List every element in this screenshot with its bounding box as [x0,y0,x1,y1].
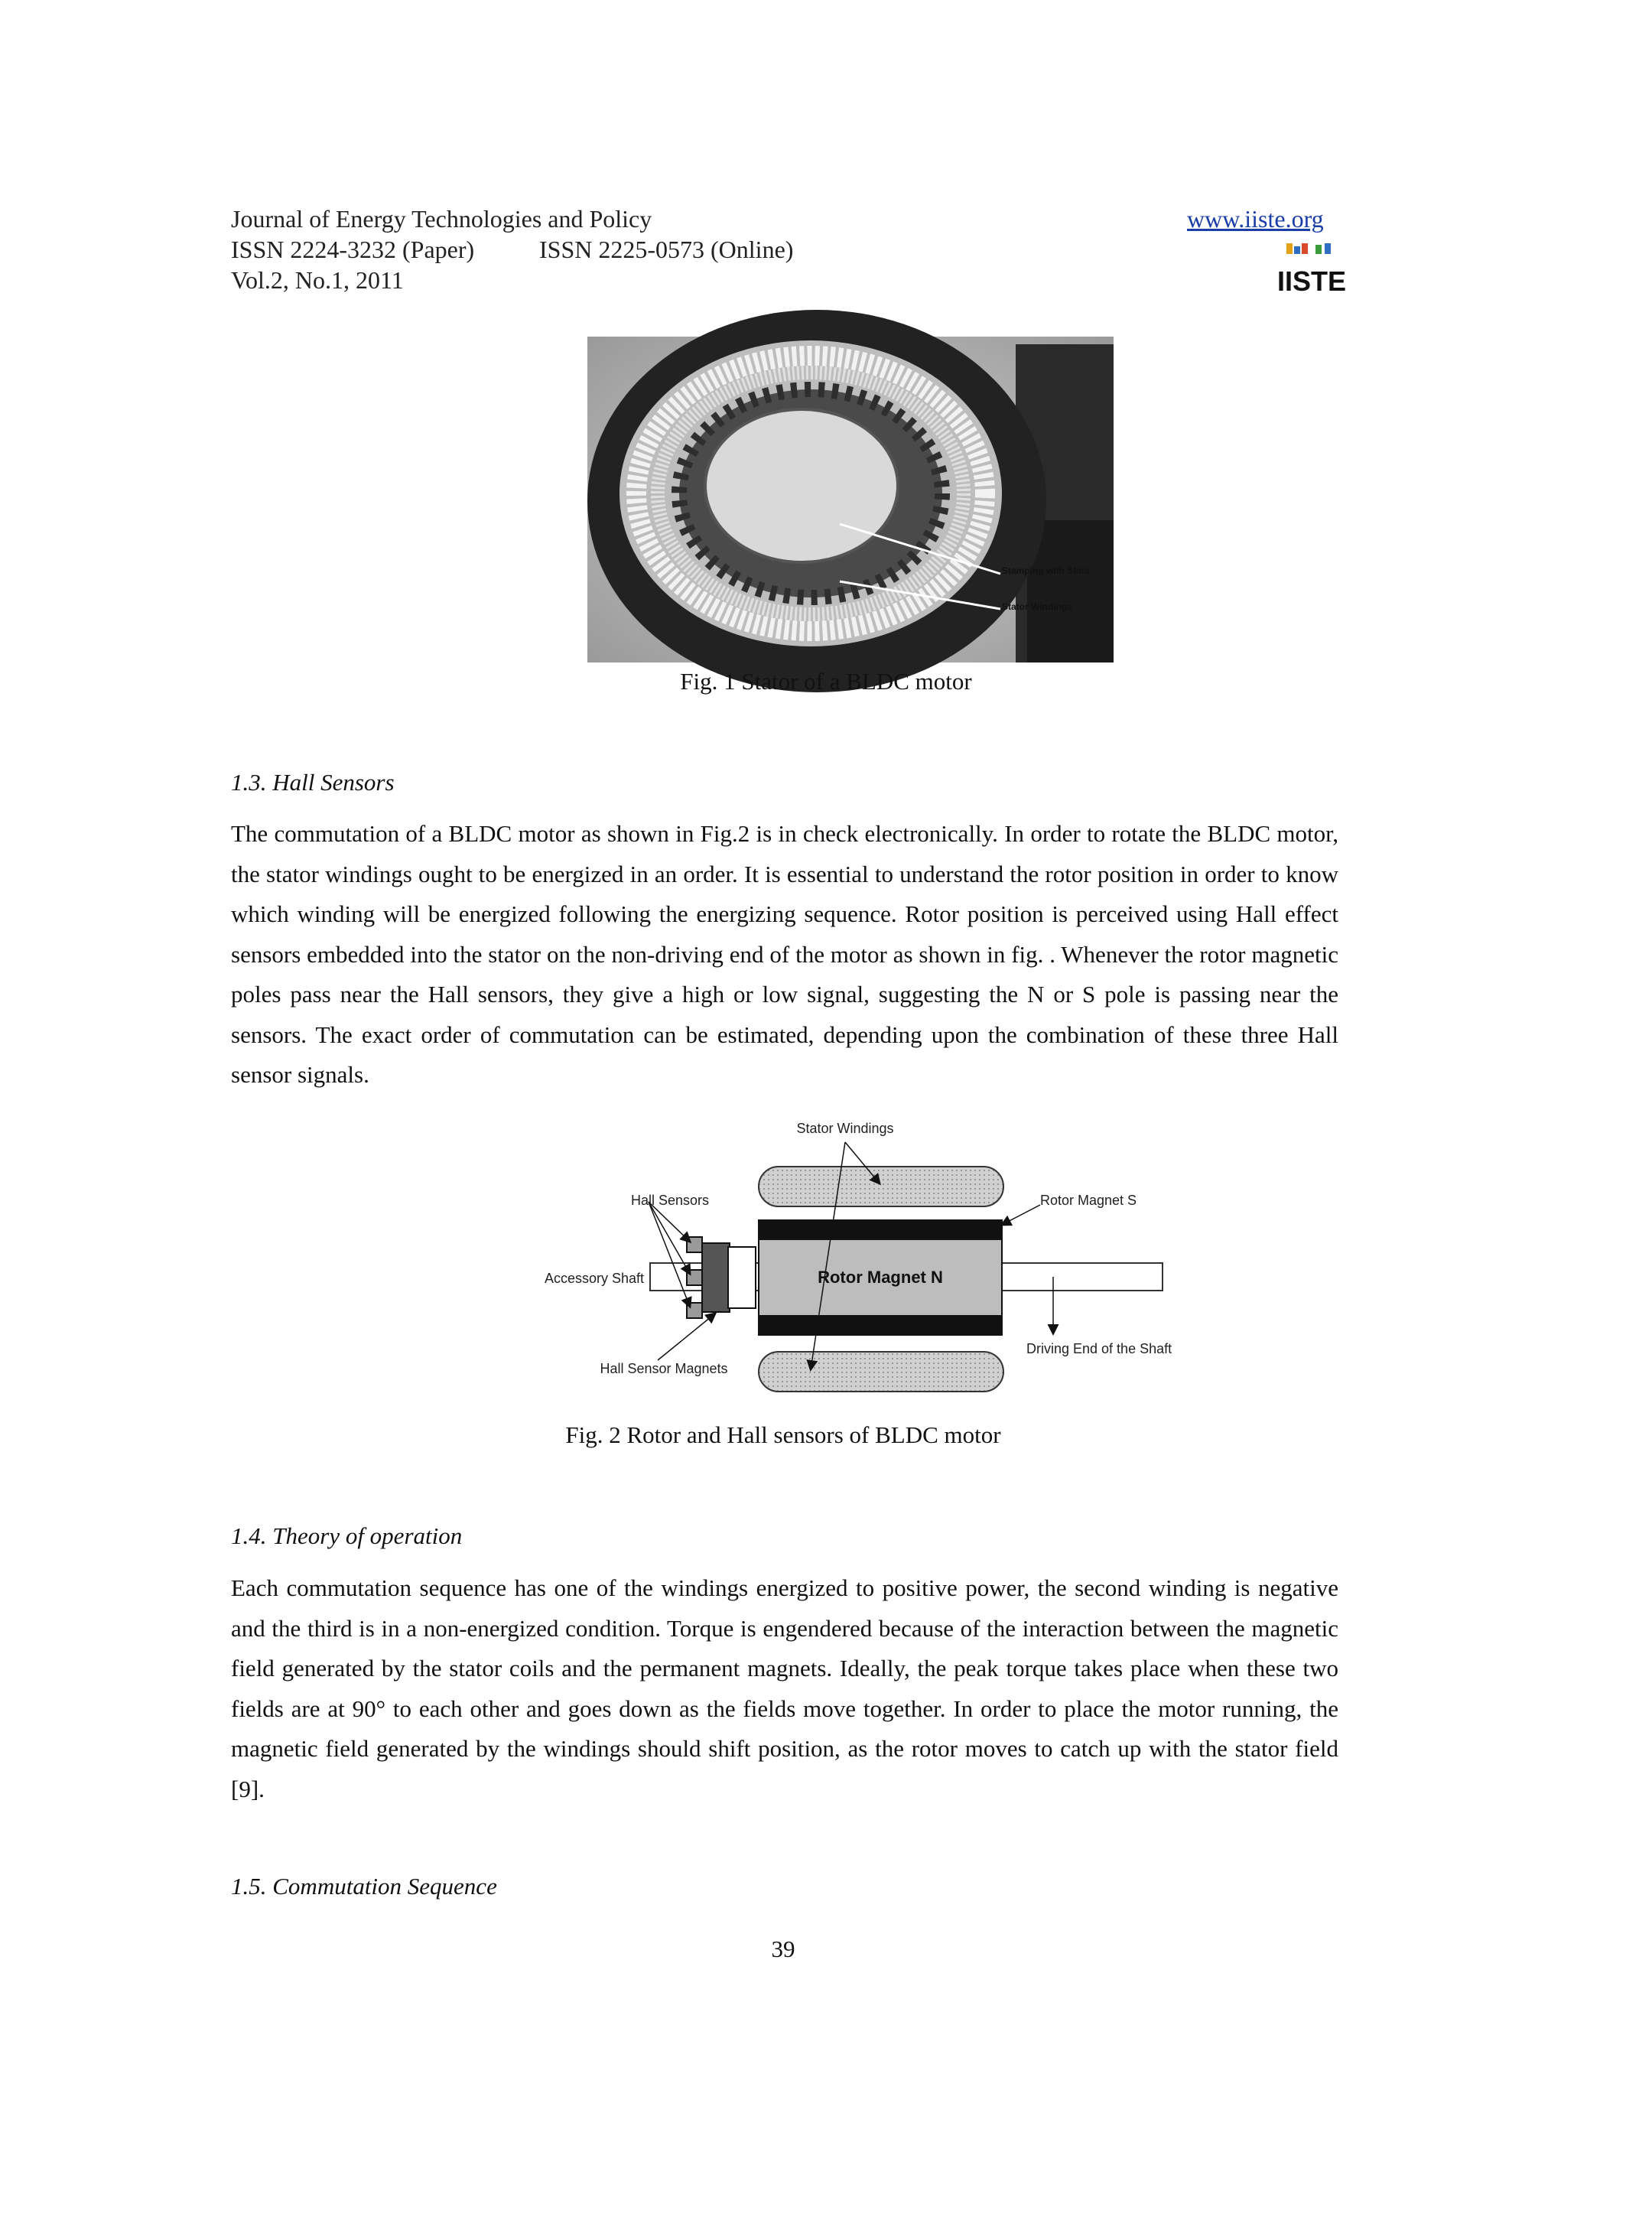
figure-2-diagram [544,1113,1178,1398]
hall-sensor-1 [687,1237,702,1252]
fig2-label-hall-sensors: Hall Sensors [630,1193,710,1208]
fig2-label-driving-end: Driving End of the Shaft [1026,1341,1172,1356]
fig2-label-hall-sensor-magnets: Hall Sensor Magnets [600,1361,728,1376]
fig2-label-rotor-magnet-s: Rotor Magnet S [1040,1193,1137,1208]
issn-online: ISSN 2225-0573 (Online) [539,236,794,263]
fig1-label-windings: Stator Windings [1002,601,1072,612]
section-1-5-heading: 1.5. Commutation Sequence [231,1873,497,1900]
rotor-magnet-top [759,1220,1002,1240]
figure-2-caption: Fig. 2 Rotor and Hall sensors of BLDC motor [565,1421,1001,1448]
fig2-label-accessory-shaft: Accessory Shaft [544,1271,644,1286]
website-link[interactable]: www.iiste.org [1187,205,1324,233]
section-1-4-heading: 1.4. Theory of operation [231,1522,463,1549]
section-1-3-body: The commutation of a BLDC motor as shown in Fig.2 is in check electronically. In order to rotate the BLDC motor, the stator windings ought to be energized in an order. It is essential to understand the rotor position in order to know which winding will be energized following the energizing sequence. Rotor position is perceived using Hall effect sensors embedded into the stator on the non-driving end of the motor as shown in fig. . Whenever the rotor magnetic poles pass near the Hall sensors, they give a high or low signal, suggesting the N or S pole is passing near the sensors. The exact order of commutation can be estimated, depending upon the combination of these three Hall sensor signals. [231,820,1338,1088]
figure-1-stator-photo [587,337,1114,662]
fig2-label-stator-windings: Stator Windings [796,1121,894,1136]
journal-title: Journal of Energy Technologies and Policy [231,205,652,233]
stator-winding-top [759,1167,1003,1206]
section-1-3-heading: 1.3. Hall Sensors [231,769,395,796]
rotor-magnet-bottom [759,1315,1002,1335]
issn-paper: ISSN 2224-3232 (Paper) [231,236,475,263]
figure-1-caption: Fig. 1 Stator of a BLDC motor [680,668,972,695]
hall-sensor-magnet [702,1243,730,1312]
volume-info: Vol.2, No.1, 2011 [231,266,404,294]
fig1-label-slots: Stamping with Slots [1002,565,1090,576]
section-1-4-body: Each commutation sequence has one of the windings energized to positive power, the second winding is negative and the third is in a non-energized condition. Torque is engendered because of the interaction between the magnetic field generated by the stator coils and the permanent magnets. Ideally, the peak torque takes place when these two fields are at 90° to each other and goes down as the fields move together. In order to place the motor running, the magnetic field generated by the windings should shift position, as the rotor moves to catch up with the stator field [9]. [231,1574,1338,1802]
stator-winding-bottom [759,1352,1003,1392]
fig2-label-rotor-magnet-n: Rotor Magnet N [818,1268,943,1287]
page-number: 39 [771,1935,795,1962]
logo-text: IISTE [1276,265,1347,297]
iiste-logo [1276,242,1347,297]
